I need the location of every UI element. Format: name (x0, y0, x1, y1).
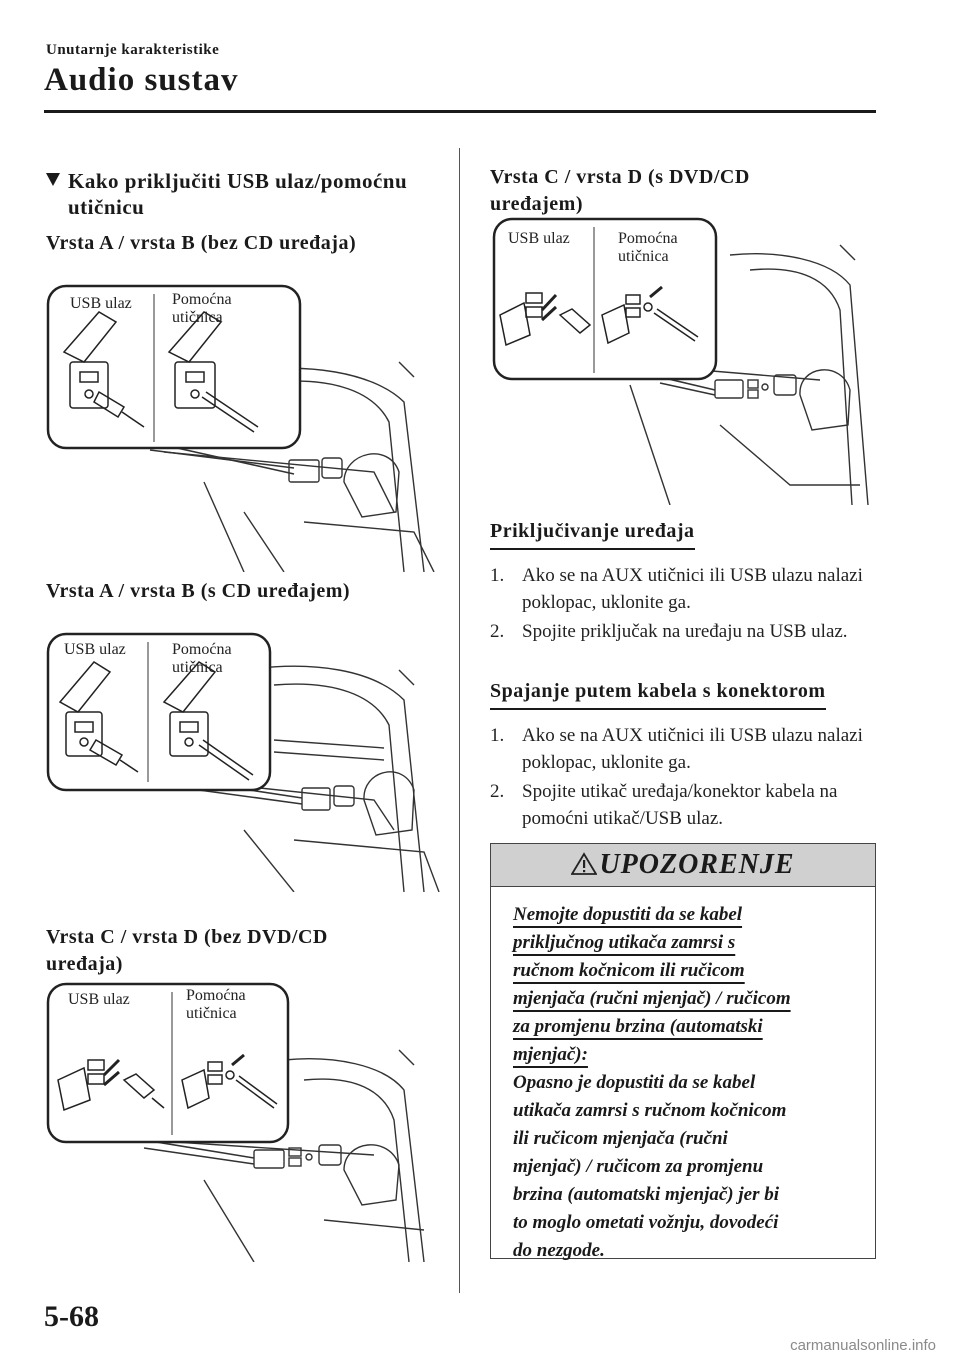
step-number: 1. (490, 565, 505, 586)
warning-text-line: to moglo ometati vožnju, dovodeći (513, 1212, 779, 1233)
figure-4-illustration (490, 215, 876, 505)
step-text: Ako se na AUX utičnici ili USB ulazu nalazi poklopac, uklonite ga. (522, 565, 863, 613)
figure-1-aux-label-2: utičnica (172, 309, 223, 326)
warning-text-line: brzina (automatski mjenjač) jer bi (513, 1184, 780, 1205)
warning-emphasis-line: za promjenu brzina (automatski (513, 1016, 763, 1037)
warning-emphasis-line: mjenjač): (513, 1044, 588, 1065)
figure-4-usb-label: USB ulaz (508, 230, 570, 247)
warning-text-line: Opasno je dopustiti da se kabel (513, 1072, 756, 1093)
cable-step (490, 722, 870, 776)
warning-header (491, 844, 875, 887)
warning-triangle-icon (571, 852, 597, 876)
connect-steps (490, 562, 870, 647)
step-text: Spojite priključak na uređaju na USB ulaz. (522, 621, 848, 642)
page-title: Audio sustav (44, 62, 239, 98)
figure-2-illustration (44, 630, 444, 892)
section-label: Unutarnje karakteristike (46, 42, 220, 58)
warning-emphasis-line: Nemojte dopustiti da se kabel (513, 904, 743, 925)
connect-step (490, 618, 870, 645)
step-text: Ako se na AUX utičnici ili USB ulazu nalazi poklopac, uklonite ga. (522, 725, 863, 773)
warning-emphasis-line: ručnom kočnicom ili ručicom (513, 960, 745, 981)
step-text: Spojite utikač uređaja/konektor kabela na pomoćni utikač/USB ulaz. (522, 781, 838, 829)
figure-3-aux-label-2: utičnica (186, 1005, 237, 1022)
warning-text-line: do nezgode. (513, 1240, 605, 1261)
step-number: 1. (490, 725, 505, 746)
figure-3-caption (46, 924, 328, 978)
figure-1-aux-label-1: Pomoćna (172, 291, 232, 308)
connect-section-title: Priključivanje uređaja (490, 520, 695, 550)
figure-4-aux-label-2: utičnica (618, 248, 669, 265)
warning-body (491, 887, 875, 1265)
cable-section (490, 680, 826, 710)
connect-step (490, 562, 870, 616)
figure-3-aux-label-1: Pomoćna (186, 987, 246, 1004)
figure-3-caption-line2: uređaja) (46, 953, 123, 975)
warning-box (490, 843, 876, 1259)
warning-text-line: mjenjač) / ručicom za promjenu (513, 1156, 764, 1177)
connect-section (490, 520, 695, 550)
cable-step (490, 778, 870, 832)
figure-2-usb-label: USB ulaz (64, 641, 126, 658)
cable-section-title: Spajanje putem kabela s konektorom (490, 680, 826, 710)
figure-4-caption-line2: uređajem) (490, 193, 583, 215)
figure-4-aux-label-1: Pomoćna (618, 230, 678, 247)
figure-2-caption: Vrsta A / vrsta B (s CD uređajem) (46, 580, 351, 602)
step-number: 2. (490, 621, 505, 642)
figure-1-usb-label: USB ulaz (70, 295, 132, 312)
triangle-bullet-icon (46, 173, 60, 186)
header-rule (44, 110, 876, 113)
figure-4-caption-line1: Vrsta C / vrsta D (s DVD/CD (490, 166, 750, 188)
figure-4-caption (490, 164, 750, 218)
figure-2-aux-label-2: utičnica (172, 659, 223, 676)
column-divider (459, 148, 460, 1293)
figure-3-caption-line1: Vrsta C / vrsta D (bez DVD/CD (46, 926, 328, 948)
step-number: 2. (490, 781, 505, 802)
figure-1-illustration (44, 282, 444, 572)
watermark: carmanualsonline.info (790, 1337, 936, 1354)
figure-3-usb-label: USB ulaz (68, 991, 130, 1008)
warning-title: UPOZORENJE (599, 849, 795, 880)
warning-emphasis-line: mjenjača (ručni mjenjač) / ručicom (513, 988, 791, 1009)
figure-3-illustration (44, 980, 444, 1262)
warning-emphasis-line: priključnog utikača zamrsi s (513, 932, 736, 953)
main-heading-line1: Kako priključiti USB ulaz/pomoćnu (68, 169, 408, 193)
main-heading-line2: utičnicu (68, 195, 145, 219)
page-number: 5-68 (44, 1300, 99, 1333)
warning-text-line: utikača zamrsi s ručnom kočnicom (513, 1100, 787, 1121)
figure-2-aux-label-1: Pomoćna (172, 641, 232, 658)
warning-text-line: ili ručicom mjenjača (ručni (513, 1128, 728, 1149)
main-heading (46, 168, 446, 220)
figure-1-caption: Vrsta A / vrsta B (bez CD uređaja) (46, 232, 357, 254)
cable-steps (490, 722, 870, 834)
